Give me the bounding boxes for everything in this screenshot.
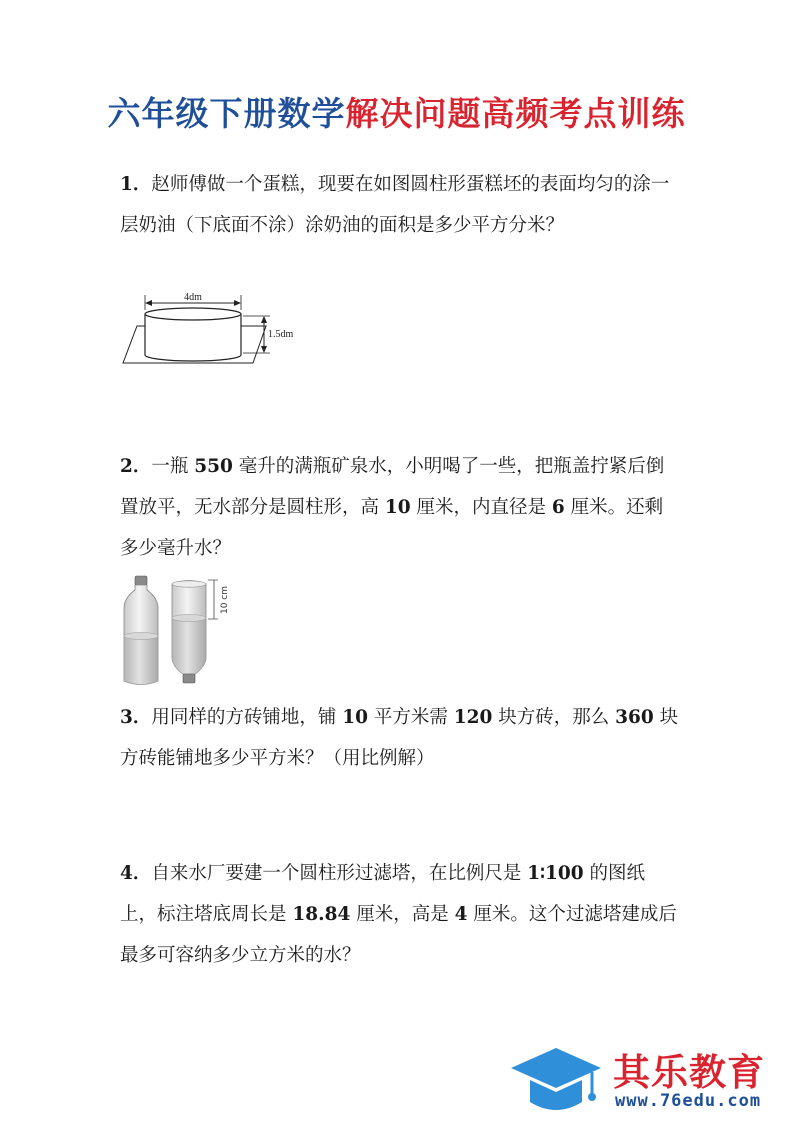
question-text: 一瓶 <box>151 456 195 477</box>
brand-url: www.76edu.com <box>615 1091 762 1111</box>
question-value: 10 <box>384 497 411 518</box>
question-text: 用同样的方砖铺地，铺 <box>151 707 343 728</box>
question-value: 6 <box>551 497 565 518</box>
question-4 <box>120 853 680 976</box>
inverted-bottle <box>172 581 206 684</box>
question-text: 自来水厂要建一个圆柱形过滤塔，在比例尺是 <box>151 863 528 884</box>
question-value: 10 <box>342 707 369 728</box>
cake-cylinder-figure <box>115 290 315 370</box>
question-value: 360 <box>615 707 654 728</box>
question-value: 550 <box>194 456 233 477</box>
page-title <box>0 88 793 135</box>
question-text: 厘米，内直径是 <box>410 497 552 518</box>
question-text: 赵师傅做一个蛋糕，现要在如图圆柱形蛋糕坯的表面均匀的涂一层奶油（下底面不涂）涂奶油的面积是多少平方分米？ <box>120 174 670 236</box>
upright-bottle <box>124 576 158 685</box>
height-label: 10 cm <box>220 585 230 615</box>
question-number: 3． <box>120 707 152 728</box>
question-number: 1． <box>120 174 152 195</box>
question-text: 毫升的满瓶矿泉水，小明喝了一些，把瓶盖拧紧后倒置放平，无水部分是圆柱形，高 <box>120 456 665 518</box>
question-value: 1∶100 <box>527 863 584 884</box>
question-text: 厘米。还剩多少毫升水？ <box>120 497 664 559</box>
question-2 <box>120 446 680 569</box>
title-part-2: 解决问题高频考点训练 <box>345 94 686 133</box>
question-number: 4． <box>120 863 152 884</box>
question-text: 厘米。这个过滤塔建成后最多可容纳多少立方米的水？ <box>120 904 677 966</box>
question-text: 的图纸上，标注塔底周长是 <box>120 863 645 925</box>
question-text: 块方砖，那么 <box>492 707 616 728</box>
question-text: 块方砖能铺地多少平方米？（用比例解） <box>120 707 679 769</box>
brand-name: 其乐教育 <box>613 1051 765 1094</box>
cylinder-top <box>145 308 241 320</box>
question-number: 2． <box>120 456 152 477</box>
question-1 <box>120 164 680 246</box>
question-value: 4 <box>454 904 468 925</box>
question-3 <box>120 697 680 779</box>
question-text: 平方米需 <box>368 707 454 728</box>
question-value: 18.84 <box>292 904 351 925</box>
question-value: 120 <box>453 707 493 728</box>
diameter-label: 4dm <box>184 292 202 303</box>
height-label: 1.5dm <box>268 329 294 340</box>
title-part-1: 六年级下册数学 <box>107 94 346 133</box>
water-bottles-figure <box>112 572 252 692</box>
question-text: 厘米，高是 <box>350 904 455 925</box>
